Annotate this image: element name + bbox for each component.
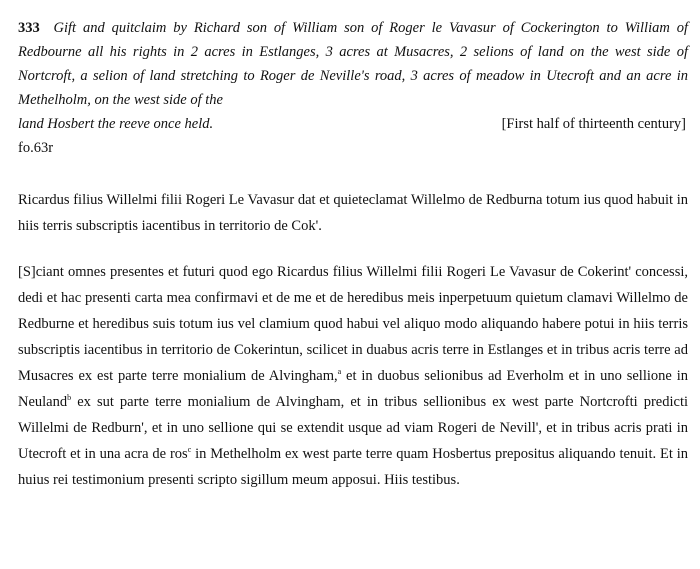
entry-date: [First half of thirteenth century]: [501, 116, 686, 132]
footnote-marker-c: c: [187, 445, 192, 455]
folio-reference: fo.63r: [18, 140, 54, 156]
entry-heading: [18, 16, 688, 112]
entry-summary-last-line: [18, 112, 688, 136]
charter-text-part-4: in Methelholm ex west parte terre quam Hosbertus prepositus aliquando tenuit. Et in huius rei testimonium presenti scripto sigillum meum apposui. Hiis testibus.: [18, 446, 688, 488]
footnote-marker-b: b: [67, 393, 72, 403]
charter-text-part-3: ex sut parte terre monialium de Alvingham, et in tribus sellionibus ex west parte Nortcrofti predicti Willelmi de Redburn', et in uno sellione qui se extendit usque ad viam Rogeri de Nevill', et in tribus acris prati in Utecroft et in una acra de ros: [18, 394, 688, 462]
charter-text-part-1: [S]ciant omnes presentes et futuri quod ego Ricardus filius Willelmi filii Rogeri Le Vavasur de Cokerint' concessi, dedi et hac presenti carta mea confirmavi et de me et de heredibus meis inperpetuum quietum clamavi Willelmo de Redburne et heredibus suis totum ius vel clamium quod habui vel aliquo modo aliquando habere potui in hiis terris subscriptis iacentibus in territorio de Cokerintun, scilicet in duabus acris terre in Estlanges et in tribus acris terre ad Musacres ex est parte terre monialium de Alvingham,: [18, 264, 688, 384]
charter-text: [18, 259, 688, 493]
latin-abstract: Ricardus filius Willelmi filii Rogeri Le Vavasur dat et quieteclamat Willelmo de Redburna totum ius quod habuit in hiis terris subscriptis iacentibus in territorio de Cok'.: [18, 192, 688, 234]
entry-summary-ending: land Hosbert the reeve once held.: [18, 116, 214, 132]
charter-text-part-2: et in duobus selionibus ad Everholm et in uno sellione in Neuland: [18, 368, 688, 410]
entry-summary: Gift and quitclaim by Richard son of William son of Roger le Vavasur of Cockerington to William of Redbourne all his rights in 2 acres in Estlanges, 3 acres at Musacres, 2 selions of land on the west side of Nortcroft, a selion of land stretching to Roger de Neville's road, 3 acres of meadow in Utecroft and an acre in Methelholm, on the west side of the: [18, 20, 688, 108]
document-page: [18, 16, 688, 493]
entry-number: 333: [18, 20, 40, 36]
footnote-marker-a: a: [337, 367, 342, 377]
